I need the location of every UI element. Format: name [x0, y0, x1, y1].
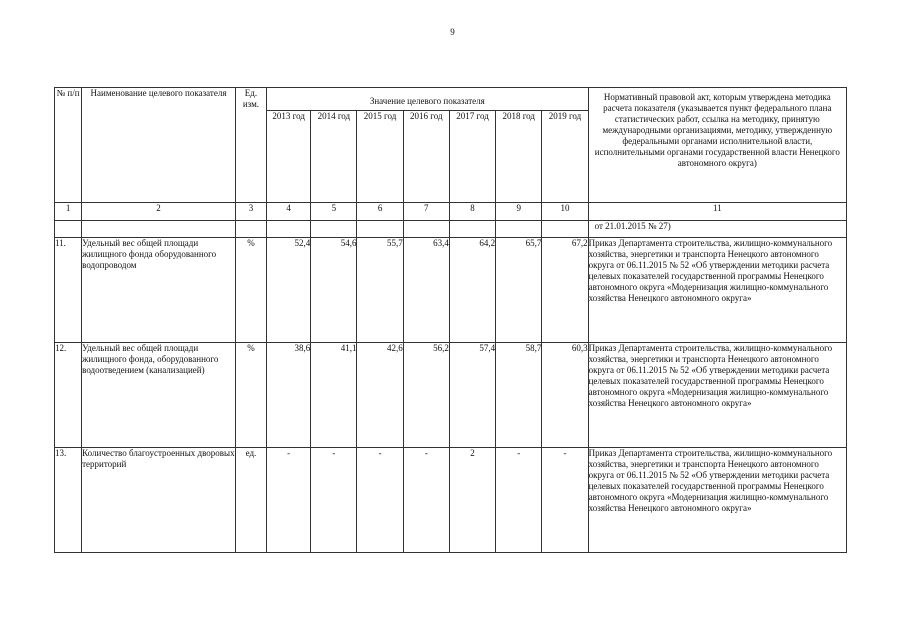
- value-cell: 58,7: [496, 343, 542, 448]
- column-number: 4: [267, 203, 311, 221]
- column-number: 3: [235, 203, 266, 221]
- header-year: 2018 год: [496, 111, 542, 203]
- header-year: 2015 год: [357, 111, 403, 203]
- value-cell: 41,1: [311, 343, 357, 448]
- npa-text: Приказ Департамента строительства, жилищно-коммунального хозяйства, энергетики и транспорта Ненецкого автономного округа от 06.11.2015 № 52 «Об утверждении методики расчета целевых показателей государственной программы Ненецкого автономного округа «Модернизация жилищно-коммунального хозяйства Ненецкого автономного округа»: [588, 238, 846, 343]
- indicator-name: Количество благоустроенных дворовых территорий: [82, 448, 236, 553]
- header-no: № п/п: [55, 88, 82, 203]
- row-number: 11.: [55, 238, 82, 343]
- value-cell: 56,2: [403, 343, 449, 448]
- value-cell: 60,3: [542, 343, 588, 448]
- table-row: [55, 238, 847, 343]
- column-number: 7: [403, 203, 449, 221]
- table-row: [55, 448, 847, 553]
- header-name: Наименование целевого показателя: [82, 88, 236, 203]
- header-values-title: Значение целевого показателя: [267, 88, 589, 111]
- table-header-row: [55, 88, 847, 111]
- header-year: 2014 год: [311, 111, 357, 203]
- value-cell: 42,6: [357, 343, 403, 448]
- value-cell: 63,4: [403, 238, 449, 343]
- column-number: 1: [55, 203, 82, 221]
- header-year: 2017 год: [449, 111, 495, 203]
- value-cell: 55,7: [357, 238, 403, 343]
- column-number: 6: [357, 203, 403, 221]
- column-numbers-row: [55, 203, 847, 221]
- value-cell: 67,2: [542, 238, 588, 343]
- value-cell: -: [311, 448, 357, 553]
- value-cell: -: [357, 448, 403, 553]
- header-year: 2019 год: [542, 111, 588, 203]
- indicator-unit: %: [235, 238, 266, 343]
- column-number: 2: [82, 203, 236, 221]
- npa-text: Приказ Департамента строительства, жилищно-коммунального хозяйства, энергетики и транспорта Ненецкого автономного округа от 06.11.2015 № 52 «Об утверждении методики расчета целевых показателей государственной программы Ненецкого автономного округа «Модернизация жилищно-коммунального хозяйства Ненецкого автономного округа»: [588, 343, 846, 448]
- header-year: 2013 год: [267, 111, 311, 203]
- indicator-unit: %: [235, 343, 266, 448]
- npa-text: Приказ Департамента строительства, жилищно-коммунального хозяйства, энергетики и транспорта Ненецкого автономного округа от 06.11.2015 № 52 «Об утверждении методики расчета целевых показателей государственной программы Ненецкого автономного округа «Модернизация жилищно-коммунального хозяйства Ненецкого автономного округа»: [588, 448, 846, 553]
- value-cell: 57,4: [449, 343, 495, 448]
- value-cell: -: [542, 448, 588, 553]
- column-number: 8: [449, 203, 495, 221]
- header-unit: Ед. изм.: [235, 88, 266, 203]
- continuation-text: от 21.01.2015 № 27): [588, 221, 846, 238]
- indicator-table: [54, 87, 847, 553]
- value-cell: 52,4: [267, 238, 311, 343]
- indicator-unit: ед.: [235, 448, 266, 553]
- indicator-name: Удельный вес общей площади жилищного фонда, оборудованного водоотведением (канализацией): [82, 343, 236, 448]
- table-row: [55, 343, 847, 448]
- value-cell: 38,6: [267, 343, 311, 448]
- header-npa: Нормативный правовой акт, которым утверждена методика расчета показателя (указывается пункт федерального плана статистических работ, ссылка на методику, принятую международными организациями, методику, утвержденную федеральными органами исполнительной власти, исполнительными органами государственной власти Ненецкого автономного округа): [588, 88, 846, 203]
- column-number: 10: [542, 203, 588, 221]
- column-number: 11: [588, 203, 846, 221]
- value-cell: -: [267, 448, 311, 553]
- header-year: 2016 год: [403, 111, 449, 203]
- row-number: 13.: [55, 448, 82, 553]
- value-cell: 65,7: [496, 238, 542, 343]
- continuation-row: [55, 221, 847, 238]
- row-number: 12.: [55, 343, 82, 448]
- value-cell: -: [403, 448, 449, 553]
- column-number: 5: [311, 203, 357, 221]
- value-cell: -: [496, 448, 542, 553]
- column-number: 9: [496, 203, 542, 221]
- value-cell: 54,6: [311, 238, 357, 343]
- page-number: 9: [450, 27, 455, 37]
- value-cell: 2: [449, 448, 495, 553]
- value-cell: 64,2: [449, 238, 495, 343]
- indicator-name: Удельный вес общей площади жилищного фонда оборудованного водопроводом: [82, 238, 236, 343]
